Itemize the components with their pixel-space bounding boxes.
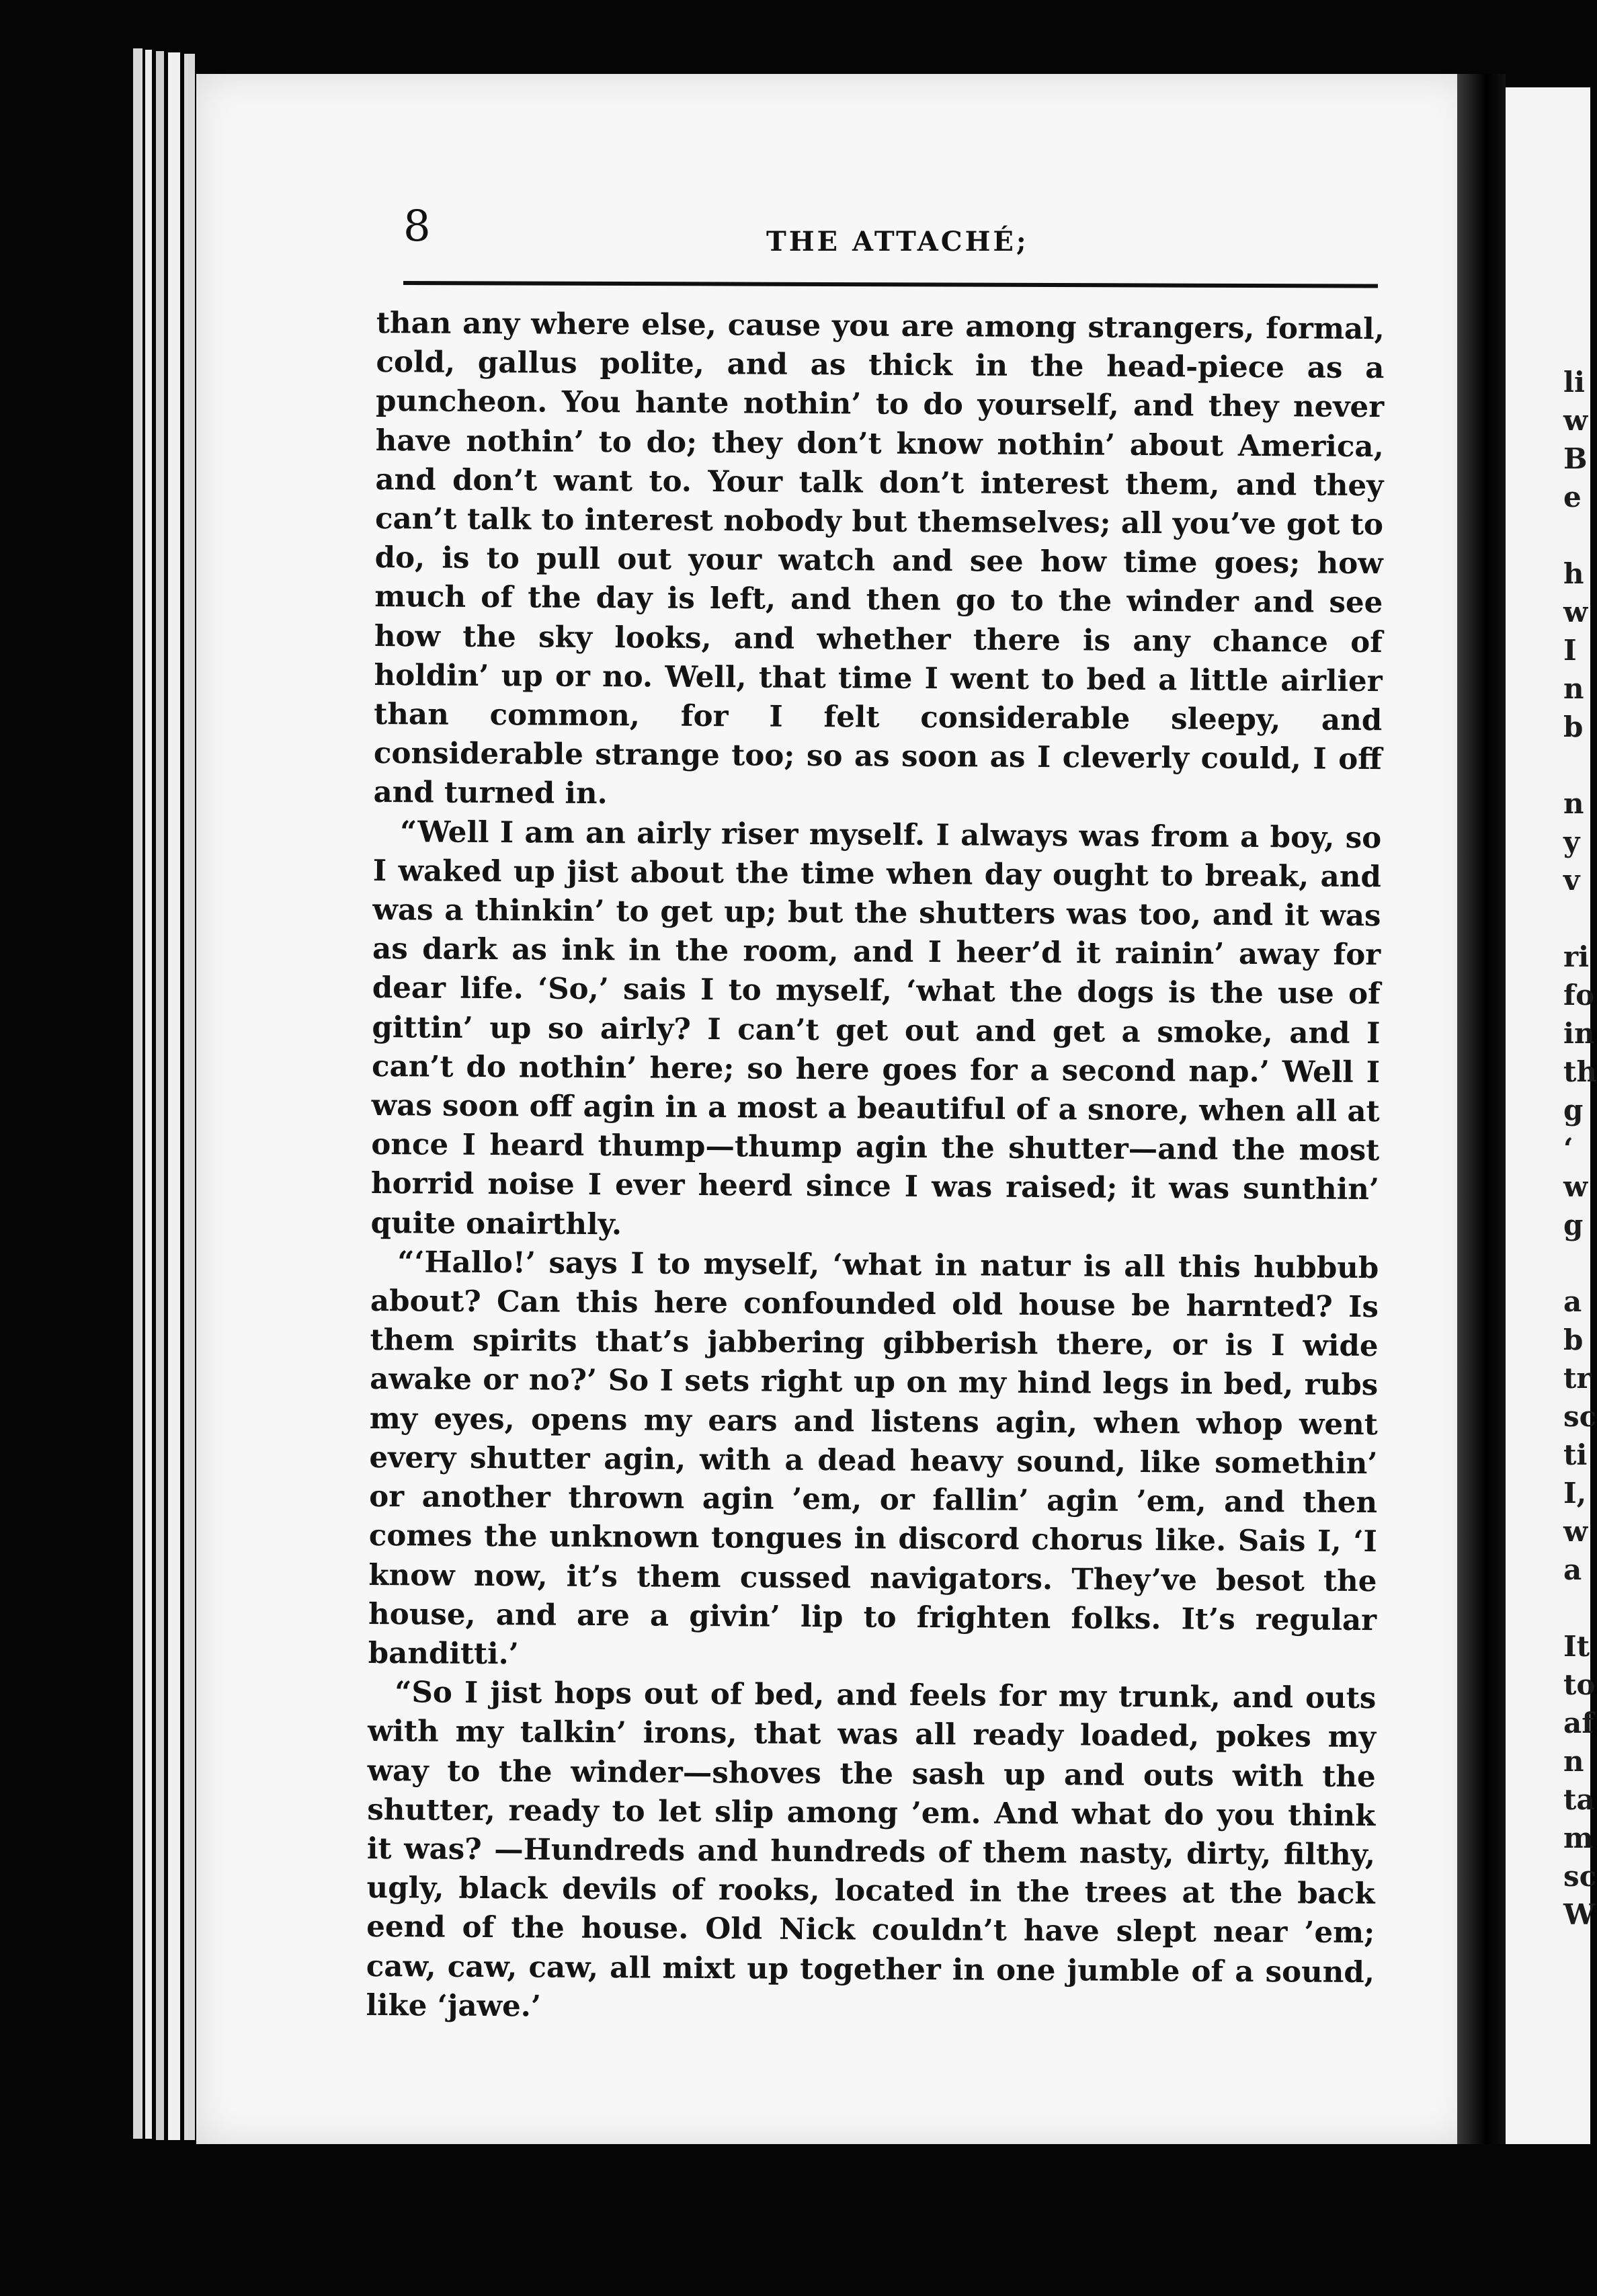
paragraph: “‘Hallo!’ says I to myself, ‘what in natur is all this hubbub about? Can this here confounded old house be harnted? Is them spirits that’s jabbering gibberish there, or is I wide awake or no?’ So I sets right up on my hind legs in bed, rubs my eyes, opens my ears and listens agin, when whop went every shutter agin, with a dead heavy sound, like somethin’ or another thrown agin ’em, or fallin’ agin ’em, and then comes the unknown tongues in discord chorus like. Sais I, ‘I know now, it’s them cussed navigators. They’ve besot the house, and are a givin’ lip to frighten folks. It’s regular banditti.’ (368, 1245, 1379, 1672)
page-number: 8 (403, 202, 431, 251)
book-page-edge (133, 48, 142, 2139)
book-page-edge (168, 52, 180, 2140)
paragraph: “So I jist hops out of bed, and feels for my trunk, and outs with my talkin’ irons, that was all ready loaded, pokes my way to the winder—shoves the sash up and outs with the shutter, ready to let slip among ’em. And what do you think it was? —Hundreds and hundreds of them nasty, dirty, filthy, ugly, black devils of rooks, located in the trees at the back eend of the house. Old Nick couldn’t have slept near ’em; caw, caw, caw, all mixt up together in one jumble of a sound, like ‘jawe.’ (366, 1675, 1377, 2024)
paragraph: “Well I am an airly riser myself. I always was from a boy, so I waked up jist about the time when day ought to break, and was a thinkin’ to get up; but the shutters was too, and it was as dark as ink in the room, and I heer’d it rainin’ away for dear life. ‘So,’ sais I to myself, ‘what the dogs is the use of gittin’ up so airly? I can’t get out and get a smoke, and I can’t do nothin’ here; so here goes for a second nap.’ Well I was soon off agin in a most a beautiful of a snore, when all at once I heard thump—thump agin the shutter—and the most horrid noise I ever heerd since I was raised; it was sunthin’ quite onairthly. (370, 814, 1382, 1241)
running-title: THE ATTACHÉ; (766, 226, 1029, 257)
book-page-edge (145, 50, 152, 2139)
book-page-edge (184, 54, 195, 2140)
facing-page-text-fragments: li w B e h w I n b n y v ri fo in th g ‘ w g a b tr sc ti I, w a It to af n ta m sc W (1563, 366, 1597, 1931)
paragraph: than any where else, cause you are among strangers, formal, cold, gallus polite, and as thick in the head-piece as a puncheon. You hante nothin’ to do yourself, and they never have nothin’ to do; they don’t know nothin’ about America, and don’t want to. Your talk don’t interest them, and they can’t talk to interest nobody but themselves; all you’ve got to do, is to pull out your watch and see how time goes; how much of the day is left, and then go to the winder and see how the sky looks, and whether there is any chance of holdin’ up or no. Well, that time I went to bed a little airlier than common, for I felt considerable sleepy, and considerable strange too; so as soon as I cleverly could, I off and turned in. (373, 305, 1385, 811)
body-text (366, 304, 1385, 2031)
gutter-shadow (1457, 74, 1506, 2144)
book-page-edge (156, 51, 164, 2140)
